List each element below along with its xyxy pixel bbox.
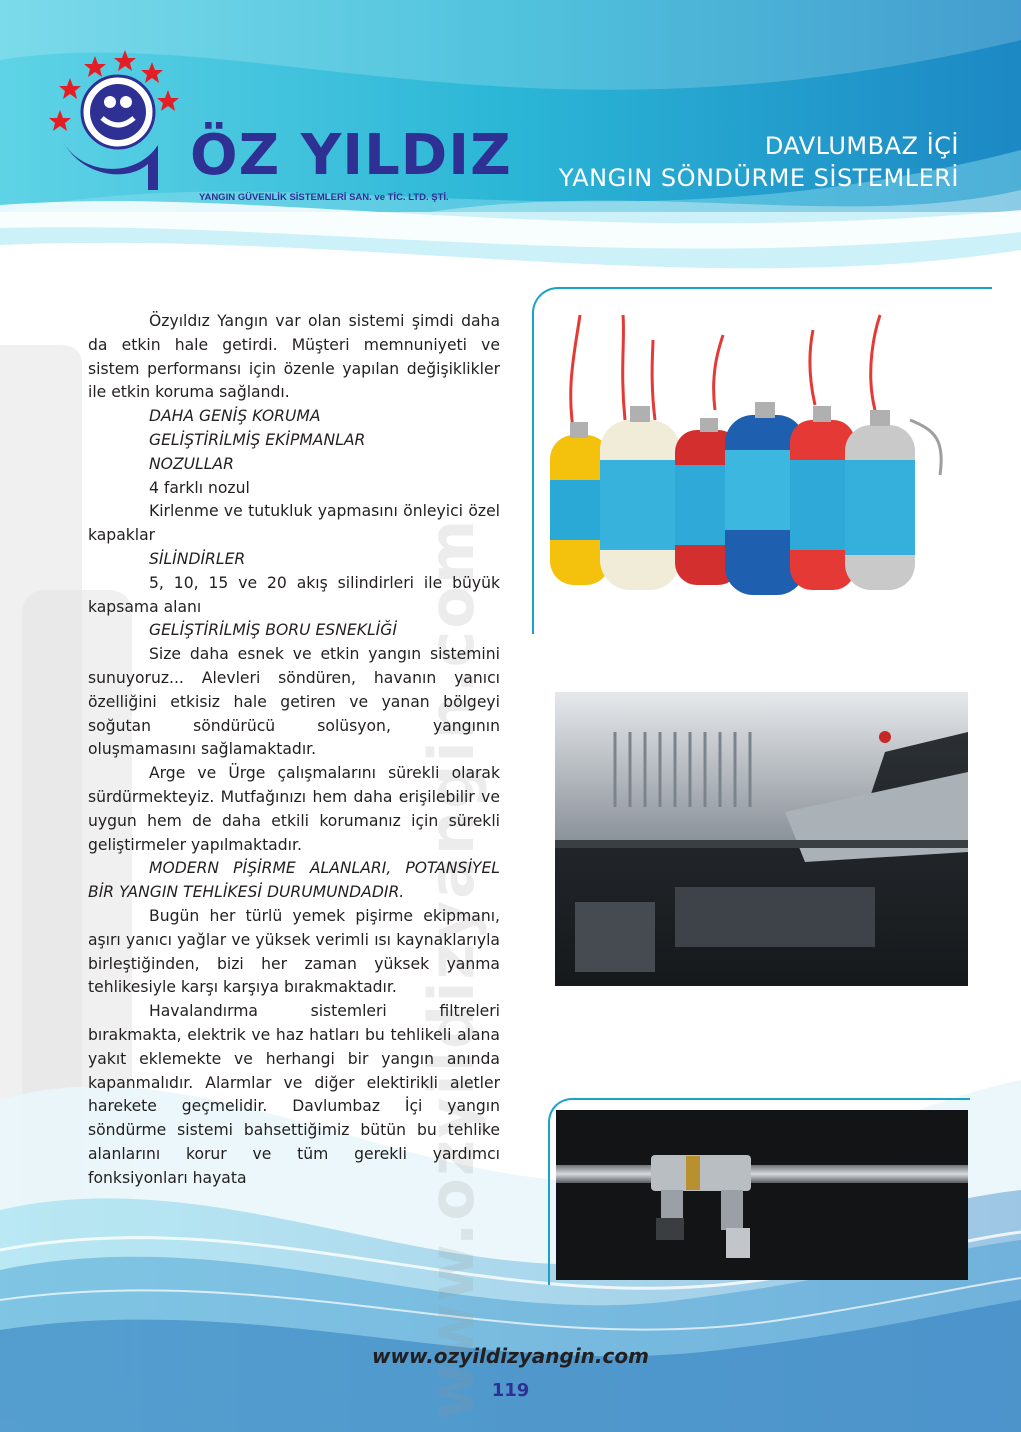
brand-subtitle: YANGIN GÜVENLİK SİSTEMLERİ SAN. ve TİC. LTD. ŞTİ. — [199, 192, 449, 203]
heading-nozzles: NOZULLAR — [149, 454, 234, 473]
page-title-line-2: YANGIN SÖNDÜRME SİSTEMLERİ — [558, 164, 959, 192]
heading-modern-cooking: MODERN PİŞİRME ALANLARI, POTANSİYEL BİR YANGIN TEHLİKESİ DURUMUNDADIR. — [88, 859, 500, 902]
page-number: 119 — [491, 1380, 530, 1401]
watermark-url: www.ozyildizyangin.com — [415, 517, 488, 1420]
paragraph-ventilation: Havalandırma sistemleri filtreleri bırakmakta, elektrik ve haz hatları bu tehlikeli alana yakıt eklemekte ve herhangi bir yangın anında kapanmalıdır. Alarmlar ve diğer elektirikli aletler harekete geçmelidir. Davlumbaz İçi yangın söndürme sistemi bahsettiğimiz bütün bu tehlike alanlarını korur ve tüm gerekli yardımcı fonksiyonları hayata — [88, 1002, 500, 1187]
paragraph-rnd: Arge ve Ürge çalışmalarını sürekli olarak sürdürmekteyiz. Mutfağınızı hem daha erişilebilir ve uygun hem de daha etkili korumanız için sürekli geliştirmeler yapılmaktadır. — [88, 764, 500, 854]
list-item-special-caps: Kirlenme ve tutukluk yapmasını önleyici özel kapaklar — [88, 502, 500, 545]
paragraph-flexible-system: Size daha esnek ve etkin yangın sistemini sunuyoruz... Alevleri söndüren, havanın yanıcı özelliğini etkisiz hale getiren ve yanan bölgeyi soğutan söndürücü solüsyon, yangının oluşmamasını sağlamaktadır. — [88, 645, 500, 759]
photo-extinguisher-cylinders — [545, 310, 973, 600]
article-body — [88, 310, 500, 1190]
footer-website-link[interactable]: www.ozyildizyangin.com — [372, 1344, 649, 1368]
page-title-line-1: DAVLUMBAZ İÇİ — [764, 132, 959, 160]
brand-name: ÖZ YILDIZ — [190, 123, 512, 188]
photo-kitchen-hood — [555, 692, 968, 986]
heading-pipe-flexibility: GELİŞTİRİLMİŞ BORU ESNEKLİĞİ — [149, 621, 397, 640]
list-item-cylinders: 5, 10, 15 ve 20 akış silindirleri ile büyük kapsama alanı — [88, 573, 500, 616]
page-title — [559, 130, 959, 194]
list-item-nozzle-types: 4 farklı nozul — [149, 478, 250, 497]
paragraph-cooking-hazards: Bugün her türlü yemek pişirme ekipmanı, aşırı yanıcı yağlar ve yüksek verimli ısı kaynaklarıyla birleştiğinden, bizi her zaman yüksek yanma tehlikesiyle karşı karşıya bırakmaktadır. — [88, 906, 500, 997]
company-logo — [40, 40, 512, 215]
heading-wide-protection: DAHA GENİŞ KORUMA — [149, 407, 321, 426]
paragraph-intro: Özyıldız Yangın var olan sistemi şimdi daha da etkin hale getirdi. Müşteri memnuniyeti ve sistem performansı için özenle yapılan değişiklikler ile etkin koruma sağlandı. — [88, 312, 500, 402]
heading-cylinders: SİLİNDİRLER — [149, 549, 246, 568]
logo-emblem-icon — [40, 40, 200, 200]
heading-improved-equipment: GELİŞTİRİLMİŞ EKİPMANLAR — [149, 430, 366, 449]
photo-nozzle-pipe — [556, 1110, 968, 1280]
